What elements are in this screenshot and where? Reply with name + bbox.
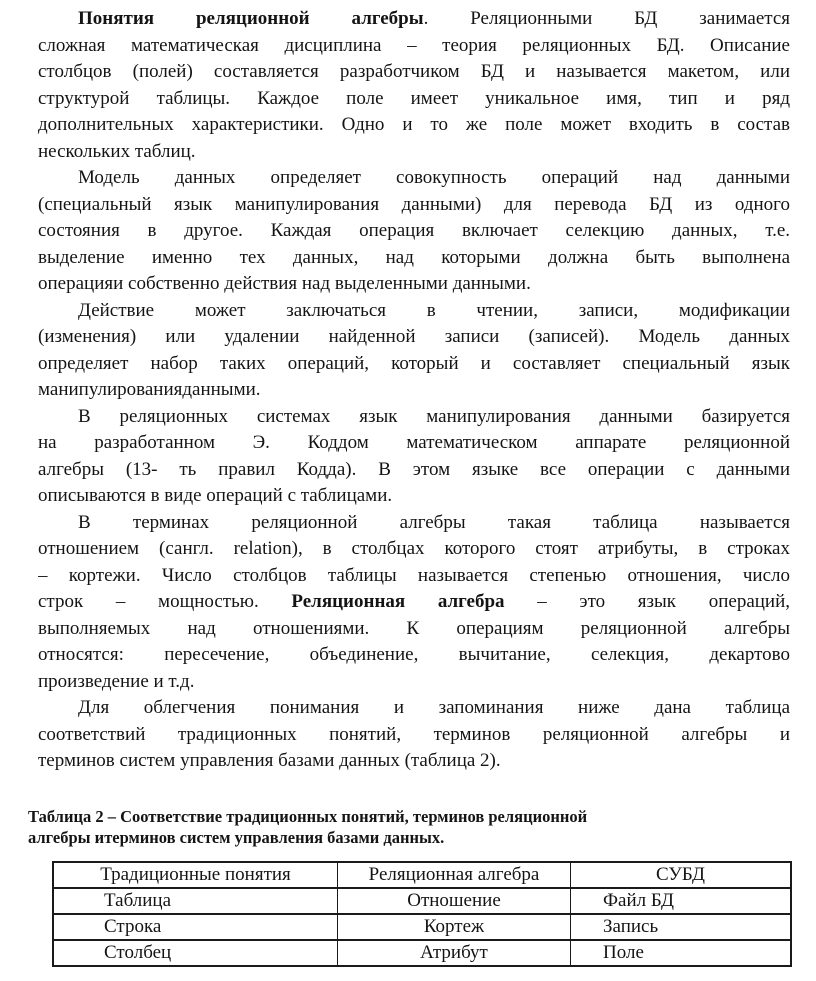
text-run: терминов систем управления базами данных (таблица 2). bbox=[38, 750, 501, 771]
text-line bbox=[38, 457, 790, 484]
text-run: относятся: пересечение, объединение, вычитание, селекция, декартово bbox=[38, 644, 790, 665]
table-cell: Атрибут bbox=[338, 940, 571, 966]
text-line bbox=[38, 165, 790, 192]
text-run: структурой таблицы. Каждое поле имеет уникальное имя, тип и ряд bbox=[38, 87, 790, 109]
table-caption-line: Таблица 2 – Соответствие традиционных понятий, терминов реляционной bbox=[28, 806, 588, 826]
text-run: столбцов (полей) составляется разработчиком БД и называется макетом, или bbox=[38, 61, 790, 82]
text-run: выделение именно тех данных, над которыми должна быть выполнена bbox=[38, 246, 790, 268]
text-line bbox=[38, 510, 790, 537]
text-line bbox=[38, 112, 790, 139]
document-text bbox=[38, 6, 790, 775]
text-line bbox=[38, 86, 790, 113]
text-line bbox=[38, 377, 790, 404]
text-run: манипулированияданными. bbox=[38, 379, 261, 400]
text-run: Действие может заключаться в чтении, записи, модификации bbox=[78, 299, 790, 321]
text-run: операцияи собственно действия над выделенными данными. bbox=[38, 273, 531, 294]
text-run: состояния в другое. Каждая операция включает селекцию данных, т.е. bbox=[38, 220, 790, 241]
text-line bbox=[38, 324, 790, 351]
table-cell: Файл БД bbox=[571, 888, 792, 914]
text-run: . Реляционными БД занимается bbox=[423, 8, 790, 29]
table-cell: Поле bbox=[571, 940, 792, 966]
text-run: сложная математическая дисциплина – теория реляционных БД. Описание bbox=[38, 34, 790, 56]
table-cell: Строка bbox=[53, 914, 338, 940]
bold-text-run: Понятия реляционной алгебры bbox=[78, 8, 424, 29]
text-line bbox=[38, 616, 790, 643]
text-run: Модель данных определяет совокупность операций над данными bbox=[78, 167, 790, 188]
table-cell: Таблица bbox=[53, 888, 338, 914]
text-line bbox=[38, 483, 790, 510]
text-line bbox=[38, 563, 790, 590]
terms-table-body bbox=[53, 862, 791, 966]
text-run: нескольких таблиц. bbox=[38, 140, 196, 162]
text-run: на разработанном Э. Коддом математическом аппарате реляционной bbox=[38, 432, 790, 453]
table-cell: Кортеж bbox=[338, 914, 571, 940]
text-line bbox=[38, 33, 790, 60]
text-run: (специальный язык манипулирования данными) для перевода БД из одного bbox=[38, 193, 790, 215]
table-row bbox=[53, 914, 791, 940]
table-header-cell: Реляционная алгебра bbox=[338, 862, 571, 888]
text-run: дополнительных характеристики. Одно и то же поле может входить в состав bbox=[38, 114, 790, 135]
text-run: определяет набор таких операций, который и составляет специальный язык bbox=[38, 352, 790, 374]
text-line bbox=[38, 351, 790, 378]
text-line bbox=[38, 298, 790, 325]
table-cell: Запись bbox=[571, 914, 792, 940]
text-line bbox=[38, 192, 790, 219]
table-cell: Столбец bbox=[53, 940, 338, 966]
text-run: строк – мощностью. bbox=[38, 591, 292, 612]
text-run: В терминах реляционной алгебры такая таблица называется bbox=[78, 511, 790, 533]
text-run: – кортежи. Число столбцов таблицы называется степенью отношения, число bbox=[38, 564, 790, 586]
text-run: отношением (сангл. relation), в столбцах которого стоят атрибуты, в строках bbox=[38, 538, 790, 559]
table-caption bbox=[28, 806, 790, 849]
text-run: соответствий традиционных понятий, терминов реляционной алгебры и bbox=[38, 723, 790, 745]
table-header-row bbox=[53, 862, 791, 888]
table-caption-line: алгебры итерминов систем управления базами данных. bbox=[28, 828, 445, 847]
table-row bbox=[53, 940, 791, 966]
text-run: Для облегчения понимания и запоминания ниже дана таблица bbox=[78, 697, 790, 718]
table-header-cell: Традиционные понятия bbox=[53, 862, 338, 888]
text-run: (изменения) или удалении найденной записи (записей). Модель данных bbox=[38, 326, 790, 347]
text-line bbox=[38, 139, 790, 166]
text-run: описываются в виде операций с таблицами. bbox=[38, 485, 393, 506]
text-line bbox=[38, 218, 790, 245]
text-line bbox=[38, 748, 790, 775]
text-line bbox=[38, 695, 790, 722]
text-line bbox=[38, 430, 790, 457]
text-run: алгебры (13- ть правил Кодда). В этом языке все операции с данными bbox=[38, 458, 790, 480]
terms-table bbox=[52, 861, 792, 967]
text-run: В реляционных системах язык манипулирования данными базируется bbox=[78, 405, 790, 427]
text-line bbox=[38, 404, 790, 431]
text-line bbox=[38, 536, 790, 563]
text-line bbox=[38, 722, 790, 749]
text-run: – это язык операций, bbox=[504, 591, 790, 612]
text-line bbox=[38, 59, 790, 86]
bold-text-run: Реляционная алгебра bbox=[291, 591, 505, 612]
text-line bbox=[38, 271, 790, 298]
text-line bbox=[38, 6, 790, 33]
text-line bbox=[38, 642, 790, 669]
text-line bbox=[38, 245, 790, 272]
text-run: произведение и т.д. bbox=[38, 670, 195, 692]
text-line bbox=[38, 669, 790, 696]
text-line bbox=[38, 589, 790, 616]
table-header-cell: СУБД bbox=[571, 862, 792, 888]
text-run: выполняемых над отношениями. К операциям реляционной алгебры bbox=[38, 617, 790, 639]
table-cell: Отношение bbox=[338, 888, 571, 914]
table-row bbox=[53, 888, 791, 914]
